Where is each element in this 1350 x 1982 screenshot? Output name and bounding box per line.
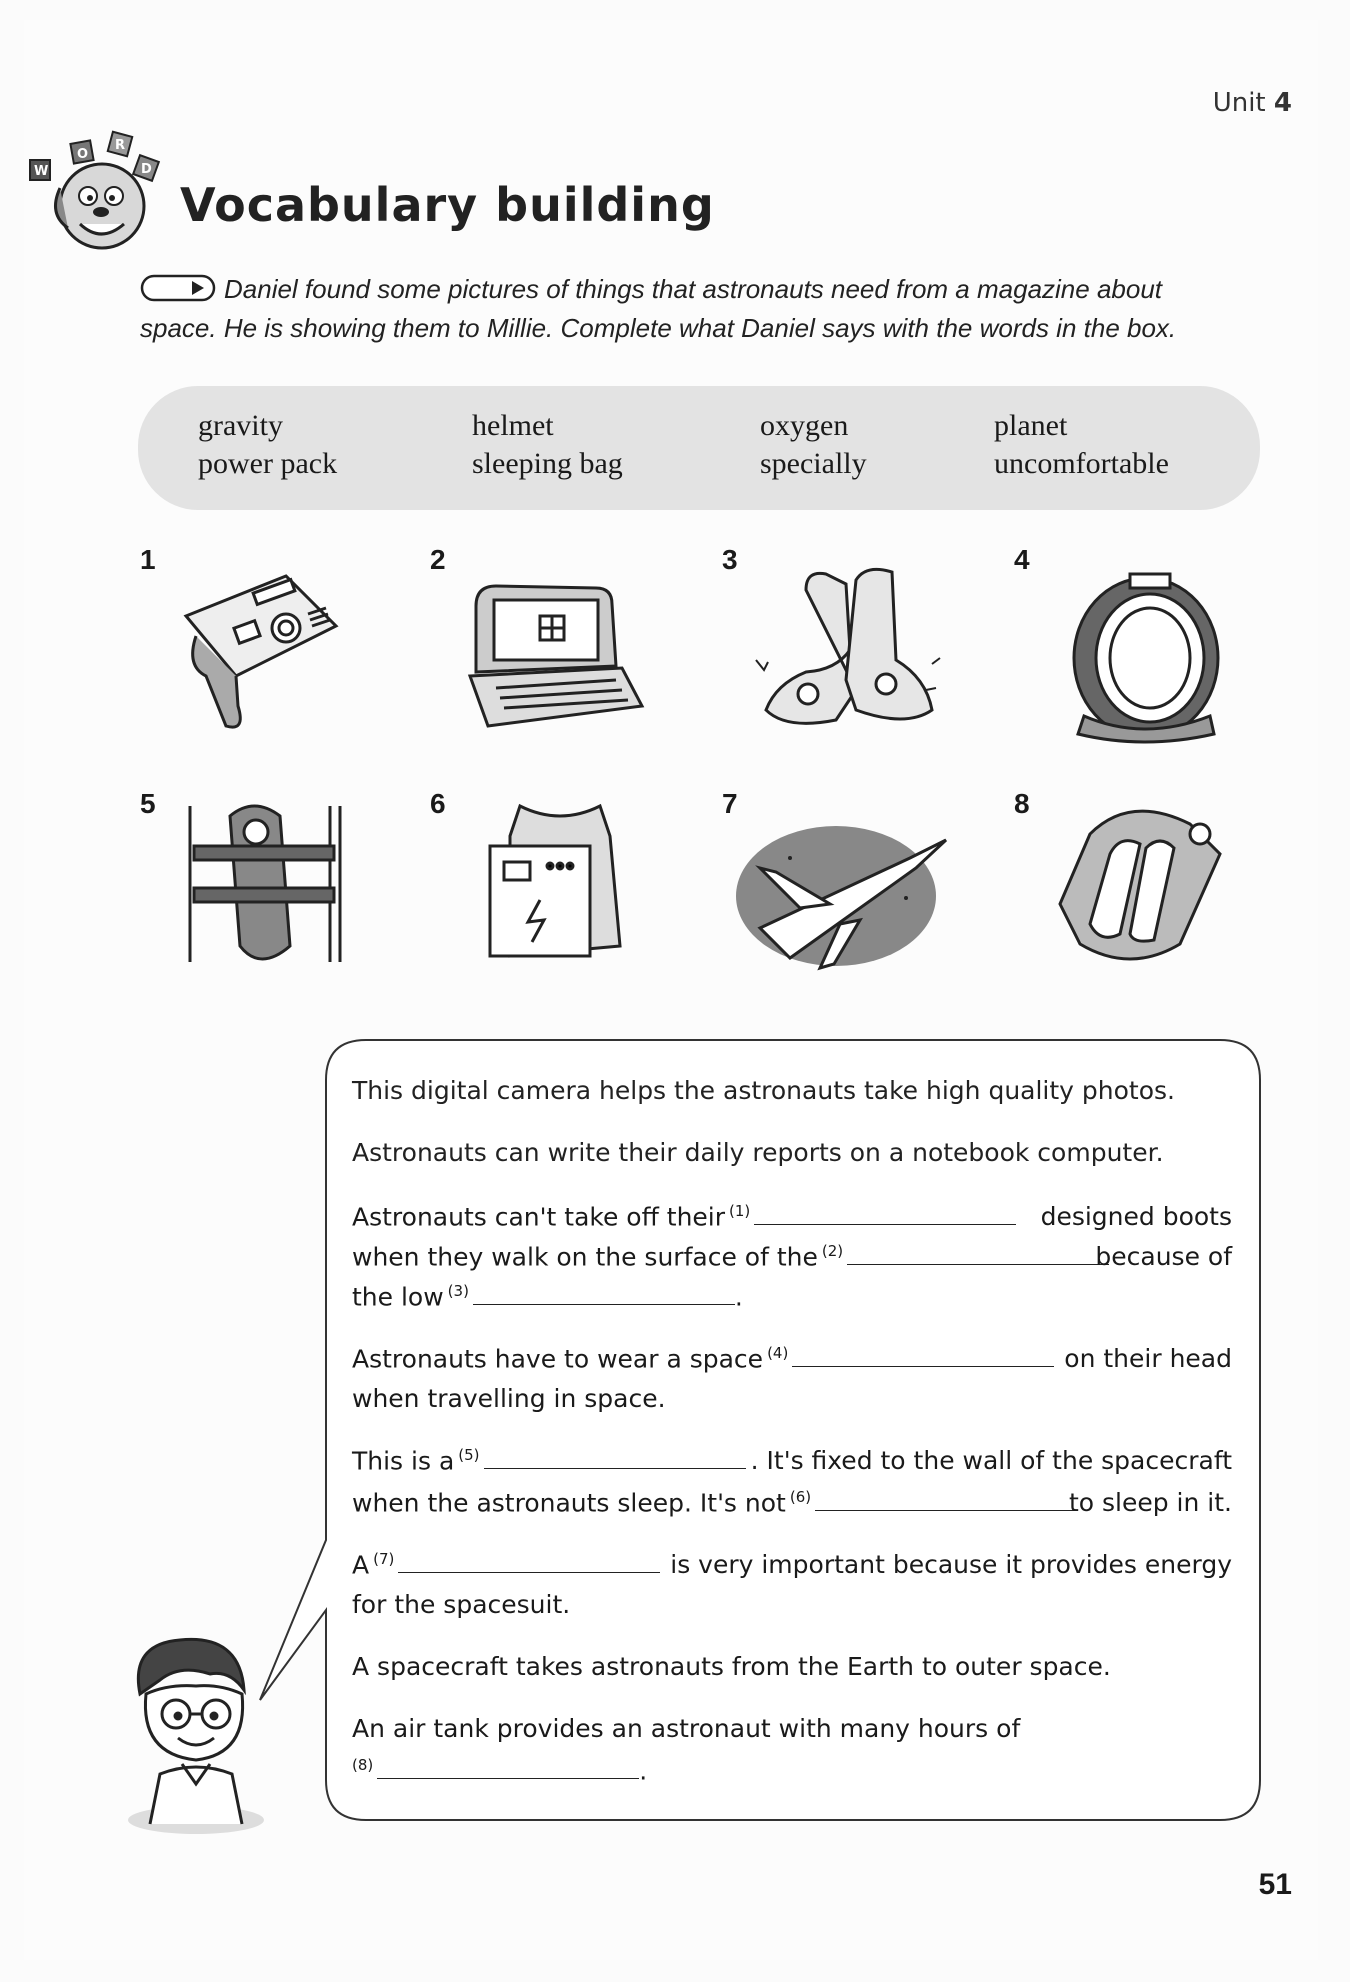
sentence-8-line-2: $^{(8)}$ . [352, 1756, 648, 1786]
blank-marker-8: (8) [352, 1756, 374, 1774]
sentence-3-line-3: the low $^{(3)}$ . [352, 1282, 743, 1312]
svg-text:R: R [115, 138, 126, 153]
blank-4-line [792, 1348, 1054, 1367]
s3-text-d: because of [1095, 1242, 1232, 1271]
word-box [138, 386, 1260, 510]
blank-marker-6: (6) [789, 1488, 812, 1506]
s5-text-a: This is a [352, 1446, 455, 1476]
picture-number-7: 7 [722, 788, 738, 819]
sentence-7: A spacecraft takes astronauts from the Earth to outer space. [352, 1652, 1111, 1681]
space-helmet-icon [1054, 566, 1234, 746]
word-logo-icon [24, 128, 174, 256]
unit-number: 4 [1273, 88, 1292, 118]
word-oxygen: oxygen [760, 409, 849, 442]
sentence-3-line-2 [352, 1242, 1232, 1271]
picture-number-8: 8 [1014, 788, 1030, 819]
instructions [140, 270, 1260, 348]
sentence-2: Astronauts can write their daily reports on a notebook computer. [352, 1138, 1164, 1167]
blank-8-line [377, 1760, 639, 1779]
blank-3-line [473, 1286, 735, 1305]
sentence-3-line-1 [352, 1202, 1232, 1231]
sentence-8-line-1: An air tank provides an astronaut with many hours of [352, 1714, 1021, 1743]
digital-camera-icon [176, 556, 356, 736]
s4-text-a: Astronauts have to wear a space [352, 1344, 764, 1374]
s3-text-a: Astronauts can't take off their [352, 1202, 726, 1232]
daniel-character-icon [120, 1634, 270, 1834]
cassette-tape-icon [140, 274, 216, 302]
space-boots-icon [746, 560, 946, 740]
unit-text: Unit [1212, 88, 1266, 118]
blank-5-line [484, 1450, 746, 1469]
word-specially: specially [760, 447, 867, 480]
sentence-5-line-2 [352, 1488, 1232, 1517]
blank-marker-1: (1) [729, 1202, 751, 1220]
blank-marker-7: (7) [373, 1550, 395, 1568]
sentence-1: This digital camera helps the astronauts take high quality photos. [352, 1076, 1175, 1105]
sentence-4-line-1 [352, 1344, 1232, 1373]
s5-text-c: when the astronauts sleep. It's not [352, 1488, 786, 1518]
spacecraft-icon [730, 808, 960, 978]
s6-text-a: A [352, 1550, 370, 1580]
sentence-5-line-1 [352, 1446, 1232, 1475]
sentence-6-line-1 [352, 1550, 1232, 1579]
section-title: Vocabulary building [180, 178, 715, 232]
picture-number-5: 5 [140, 788, 156, 819]
svg-text:O: O [77, 147, 89, 162]
word-sleeping-bag: sleeping bag [472, 447, 623, 480]
word-uncomfortable: uncomfortable [994, 447, 1169, 480]
s3-text-b: designed boots [1040, 1202, 1232, 1231]
s4-text-b: on their head [1064, 1344, 1232, 1373]
blank-6-line [815, 1492, 1077, 1511]
word-planet: planet [994, 409, 1068, 442]
s3-text-c: when they walk on the surface of the [352, 1242, 818, 1272]
power-pack-icon [480, 796, 650, 966]
s6-text-b: is very important because it provides energy [670, 1550, 1232, 1579]
instruction-line-2: space. He is showing them to Millie. Complete what Daniel says with the words in the box. [140, 313, 1177, 343]
s3-text-e: the low [352, 1282, 444, 1312]
blank-marker-2: (2) [821, 1242, 844, 1260]
blank-marker-4: (4) [767, 1344, 789, 1362]
blank-2-line [847, 1246, 1109, 1265]
blank-marker-3: (3) [447, 1282, 469, 1300]
word-helmet: helmet [472, 409, 554, 442]
unit-label [1213, 88, 1292, 118]
svg-text:D: D [141, 162, 152, 177]
sentence-4-line-2: when travelling in space. [352, 1384, 666, 1413]
blank-7-line [398, 1554, 660, 1573]
picture-number-6: 6 [430, 788, 446, 819]
picture-number-1: 1 [140, 544, 156, 575]
blank-1-line [754, 1206, 1016, 1225]
svg-text:W: W [34, 164, 49, 179]
instruction-line-1: Daniel found some pictures of things that astronauts need from a magazine about [224, 274, 1163, 304]
word-power-pack: power pack [198, 447, 338, 480]
page-number: 51 [1258, 1868, 1292, 1901]
picture-number-4: 4 [1014, 544, 1030, 575]
picture-number-2: 2 [430, 544, 446, 575]
sentence-6-line-2: for the spacesuit. [352, 1590, 571, 1619]
blank-marker-5: (5) [458, 1446, 480, 1464]
notebook-computer-icon [466, 576, 646, 736]
picture-number-3: 3 [722, 544, 738, 575]
s5-text-d: to sleep in it. [1068, 1488, 1232, 1517]
word-gravity: gravity [198, 409, 283, 442]
s5-text-b: . It's fixed to the wall of the spacecraft [750, 1446, 1232, 1475]
air-tank-icon [1050, 794, 1230, 974]
sleeping-bag-icon [180, 796, 350, 966]
